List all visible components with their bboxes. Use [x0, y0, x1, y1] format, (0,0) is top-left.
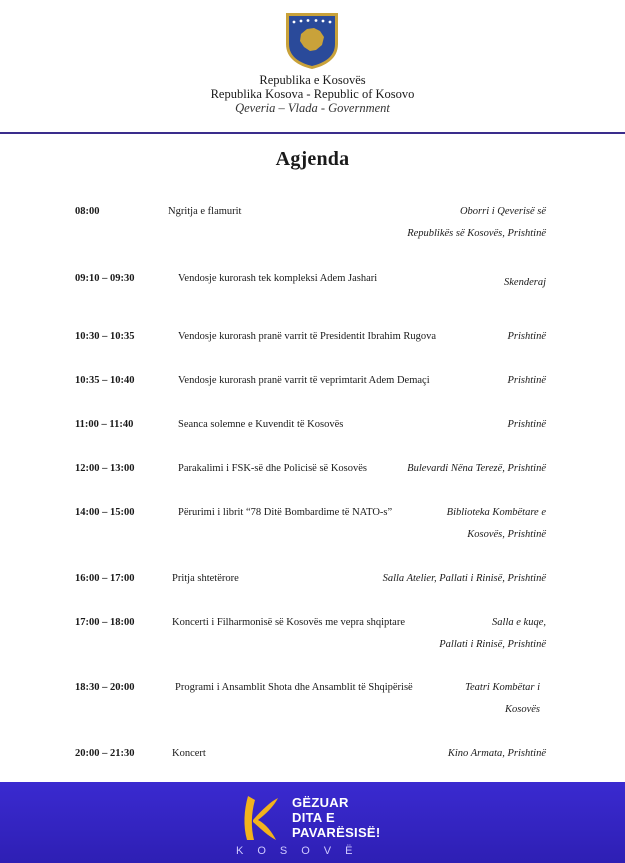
agenda-location: [439, 612, 546, 656]
kosovo-k-logo-icon: [238, 792, 282, 844]
agenda-location: [508, 326, 547, 348]
agenda-event: Vendosje kurorash tek kompleksi Adem Jashari: [178, 273, 378, 284]
independence-day-banner: [0, 782, 625, 863]
banner-line-3: PAVARËSISË!: [292, 825, 381, 840]
agenda-location-line: Teatri Kombëtar i: [465, 682, 540, 693]
agenda-location-line: Skenderaj: [504, 277, 546, 288]
agenda-time: 18:30 – 20:00: [75, 682, 135, 693]
header-government: Qeveria – Vlada - Government: [235, 101, 390, 115]
agenda-event: Parakalimi i FSK-së dhe Policisë së Kosovës: [178, 463, 367, 474]
agenda-location: [508, 414, 547, 436]
agenda-event: Koncert: [172, 748, 206, 759]
agenda-location-line: Biblioteka Kombëtare e: [446, 507, 546, 518]
agenda-location-line: Kosovës, Prishtinë: [467, 529, 546, 540]
agenda-location-line: Prishtinë: [507, 419, 546, 430]
header-divider: [0, 132, 625, 134]
agenda-time: 10:30 – 10:35: [75, 331, 135, 342]
agenda-location: [447, 502, 546, 546]
agenda-location: [508, 370, 547, 392]
agenda-location-line: Kosovës: [505, 704, 540, 715]
agenda-event: Seanca solemne e Kuvendit të Kosovës: [178, 419, 344, 430]
agenda-location: [465, 677, 540, 721]
agenda-time: 09:10 – 09:30: [75, 273, 135, 284]
agenda-location-line: Oborri i Qeverisë së: [459, 206, 546, 217]
header-republic-serbian-english: Republika Kosova - Republic of Kosovo: [210, 87, 415, 101]
agenda-time: 16:00 – 17:00: [75, 573, 135, 584]
agenda-event: Pritja shtetërore: [172, 573, 239, 584]
agenda-event: Vendosje kurorash pranë varrit të Presidentit Ibrahim Rugova: [178, 331, 437, 342]
agenda-time: 20:00 – 21:30: [75, 748, 135, 759]
kosovo-coat-of-arms-icon: [283, 10, 341, 70]
agenda-time: 08:00: [75, 206, 100, 217]
agenda-event: Koncerti i Filharmonisë së Kosovës me vepra shqiptare: [172, 617, 405, 628]
agenda-location-line: Prishtinë: [507, 331, 546, 342]
banner-line-1: GËZUAR: [292, 795, 349, 810]
agenda-event: Programi i Ansamblit Shota dhe Ansamblit të Shqipërisë: [175, 682, 413, 693]
agenda-location-line: Bulevardi Nëna Terezë, Prishtinë: [407, 463, 546, 474]
agenda-event: Përurimi i librit “78 Ditë Bombardime të NATO-s”: [178, 507, 393, 518]
agenda-location: [407, 458, 546, 480]
agenda-event: Vendosje kurorash pranë varrit të veprimtarit Adem Demaçi: [178, 375, 430, 386]
header-republic-albanian: Republika e Kosovës: [259, 73, 366, 87]
agenda-location-line: Salla Atelier, Pallati i Rinisë, Prishtinë: [382, 573, 546, 584]
agenda-location-line: Prishtinë: [507, 375, 546, 386]
banner-line-2: DITA E: [292, 810, 335, 825]
banner-brand-kosove: KOSOVË: [236, 845, 367, 857]
agenda-location: [504, 272, 546, 294]
agenda-location-line: Salla e kuqe,: [492, 617, 546, 628]
agenda-location: [383, 568, 546, 590]
page-title: Agjenda: [275, 148, 350, 170]
agenda-time: 11:00 – 11:40: [75, 419, 134, 430]
agenda-time: 10:35 – 10:40: [75, 375, 135, 386]
agenda-time: 17:00 – 18:00: [75, 617, 135, 628]
agenda-time: 12:00 – 13:00: [75, 463, 135, 474]
agenda-location: [448, 743, 546, 765]
agenda-location-line: Pallati i Rinisë, Prishtinë: [439, 639, 546, 650]
agenda-event: Ngritja e flamurit: [168, 206, 242, 217]
agenda-location: [407, 201, 546, 245]
agenda-time: 14:00 – 15:00: [75, 507, 135, 518]
agenda-location-line: Kino Armata, Prishtinë: [447, 748, 546, 759]
agenda-location-line: Republikës së Kosovës, Prishtinë: [407, 228, 546, 239]
document-header: [0, 0, 625, 135]
